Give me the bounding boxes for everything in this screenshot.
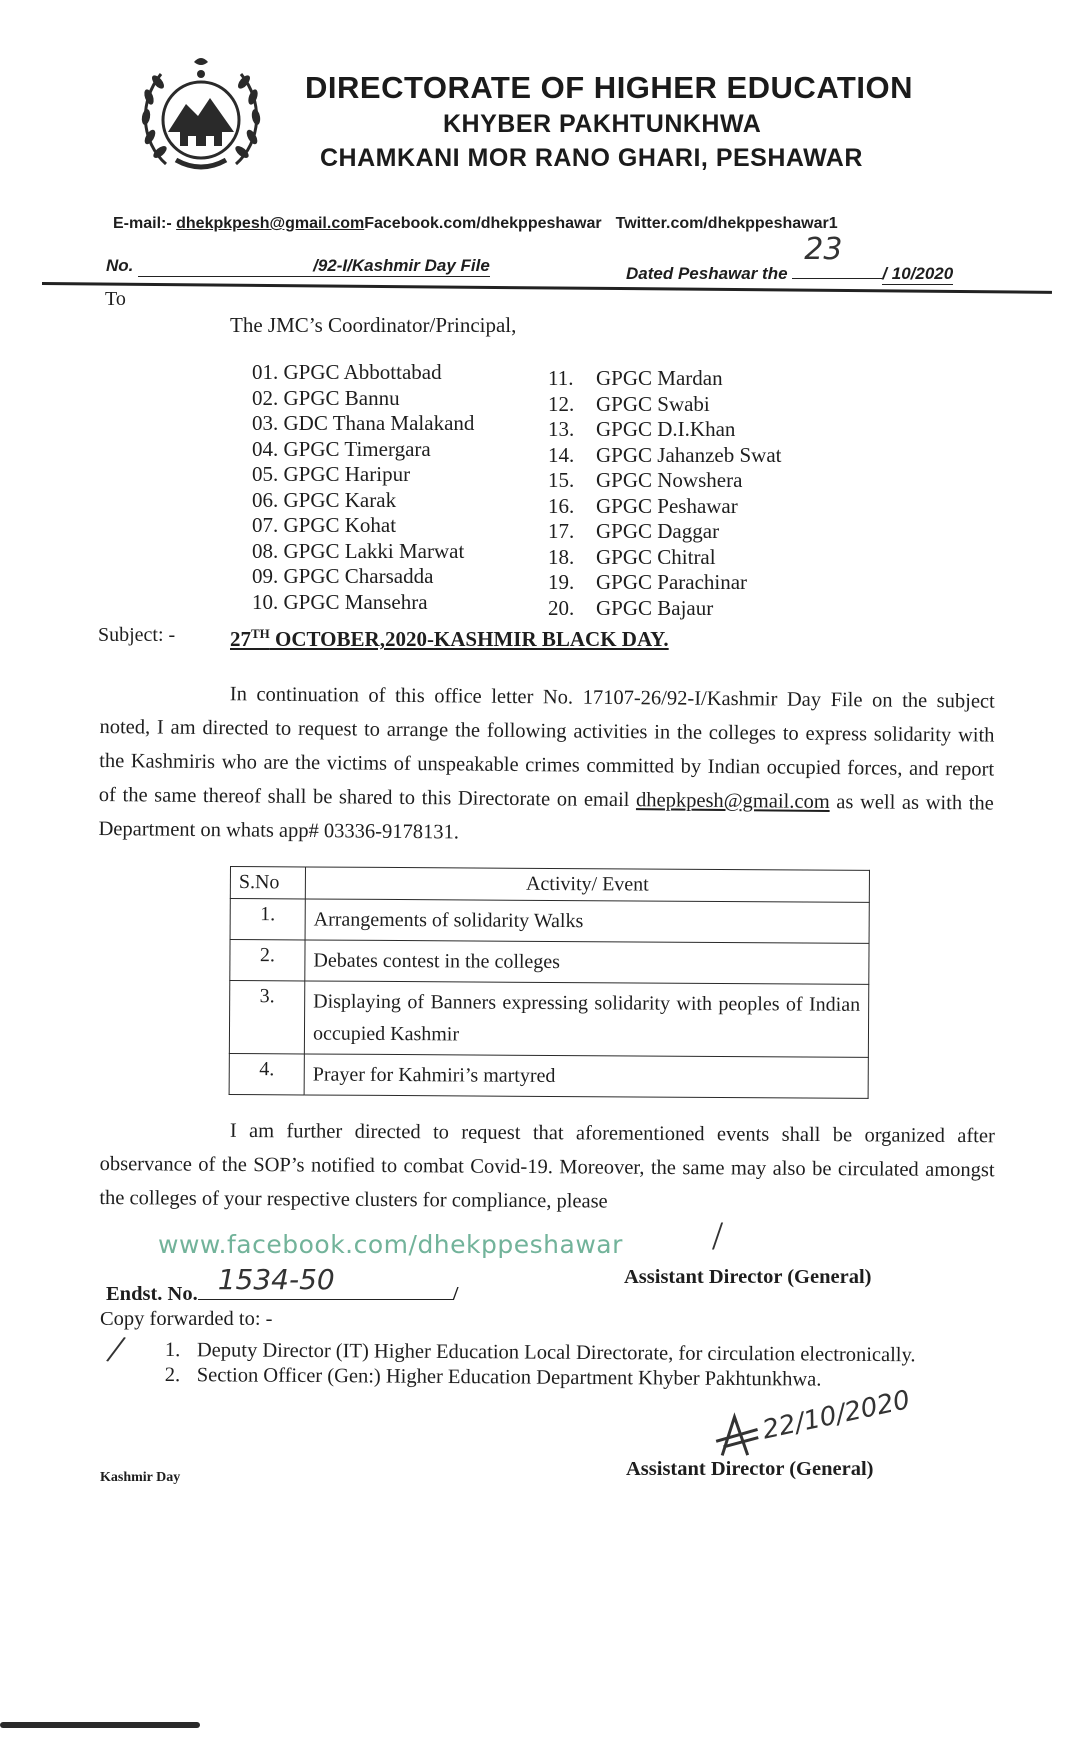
list-item: 18. GPGC Chitral — [548, 544, 716, 569]
list-item: 13. GPGC D.I.Khan — [548, 417, 736, 441]
twitter-link[interactable]: Twitter.com/dhekppeshawar1 — [615, 215, 838, 232]
list-item: 10. GPGC Mansehra — [252, 589, 428, 614]
list-item: 05. GPGC Haripur — [252, 462, 411, 486]
table-row: 4. Prayer for Kahmiri’s martyred — [229, 1053, 868, 1098]
copy-forwarded-label: Copy forwarded to: - — [100, 1308, 273, 1330]
list-item: 17. GPGC Daggar — [548, 519, 720, 543]
cc-list — [165, 1338, 916, 1393]
list-item: 08. GPGC Lakki Marwat — [252, 538, 465, 563]
footer-note: Kashmir Day — [100, 1470, 181, 1485]
table-row: 3. Displaying of Banners expressing solidarity with peoples of Indian occupied Kashmir — [229, 981, 868, 1058]
column-header-activity: Activity/ Event — [305, 867, 869, 902]
list-item: 11. GPGC Mardan — [548, 366, 723, 390]
signature-title-2: Assistant Director (General) — [626, 1458, 874, 1480]
email-label: E-mail:- — [113, 215, 177, 232]
subject-title: 27TH OCTOBER,2020-KASHMIR BLACK DAY. — [230, 626, 669, 651]
list-item: 06. GPGC Karak — [252, 487, 397, 512]
college-list-right — [548, 366, 781, 621]
table-row: 1. Arrangements of solidarity Walks — [230, 899, 869, 944]
college-list-left — [252, 360, 474, 615]
org-province: KHYBER PAKHTUNKHWA — [443, 110, 762, 138]
list-item: 14. GPGC Jahanzeb Swat — [548, 442, 782, 467]
handwritten-day: 23 — [804, 232, 843, 267]
subject-label: Subject: - — [98, 624, 176, 646]
facebook-link[interactable]: Facebook.com/dhekppeshawar — [364, 215, 602, 232]
org-title: DIRECTORATE OF HIGHER EDUCATION — [305, 70, 913, 105]
org-address: CHAMKANI MOR RANO GHARI, PESHAWAR — [320, 144, 863, 172]
no-label: No. — [106, 256, 134, 275]
list-item: 19. GPGC Parachinar — [548, 570, 748, 594]
list-item: 1. Deputy Director (IT) Higher Education Local Directorate, for circulation electronically. — [164, 1339, 916, 1367]
activities-table — [229, 866, 870, 1099]
day-blank — [792, 232, 882, 279]
body-paragraph-1: In continuation of this office letter No. 17107-26/92-I/Kashmir Day File on the subject noted, I am directed to request to arrange the following activities in the colleges to express solidarity with the Kashmiris who are the victims of unspeakable crimes committed by Indian occupied forces, and report of the same thereof shall be shared to this Directorate on email dhepkpesh@gmail.com as well as with the Department on whats app# 03336-9178131. — [98, 683, 995, 844]
month: / 10 — [882, 264, 911, 283]
table-header-row — [230, 867, 869, 903]
initial-mark-icon: / — [103, 1326, 129, 1374]
handwritten-endst: 1534-50 — [217, 1263, 335, 1296]
list-item: 03. GDC Thana Malakand — [252, 411, 475, 435]
scan-edge-mark — [0, 1722, 200, 1728]
emblem-icon — [136, 52, 266, 182]
email-link[interactable]: dhepkpesh@gmail.com — [635, 789, 830, 814]
email-link[interactable]: dhekpkpesh@gmail.com — [176, 215, 365, 232]
table-row: 2. Debates contest in the colleges — [230, 940, 869, 985]
list-item: 2. Section Officer (Gen:) Higher Education Department Khyber Pakhtunkhwa. — [164, 1363, 822, 1391]
watermark: www.facebook.com/dhekppeshawar — [158, 1230, 623, 1259]
list-item: 20. GPGC Bajaur — [548, 595, 714, 620]
list-item: 02. GPGC Bannu — [252, 385, 400, 410]
list-item: 01. GPGC Abbottabad — [252, 360, 442, 384]
no-blank — [138, 256, 313, 277]
list-item: 07. GPGC Kohat — [252, 513, 397, 537]
year: /2020 — [910, 264, 954, 283]
reference-number — [106, 256, 490, 277]
handwritten-signature: 22/10/2020 — [709, 1376, 915, 1466]
list-item: 09. GPGC Charsadda — [252, 564, 434, 588]
file-ref: /92-I/Kashmir Day File — [313, 256, 490, 275]
initial-mark-icon: / — [712, 1213, 724, 1258]
list-item: 16. GPGC Peshawar — [548, 493, 738, 518]
list-item: 15. GPGC Nowshera — [548, 468, 743, 492]
dated-label: Dated Peshawar the — [626, 264, 788, 283]
contact-line — [113, 215, 838, 233]
dated-line — [626, 232, 954, 285]
signature-title-1: Assistant Director (General) — [624, 1266, 872, 1288]
to-label: To — [105, 288, 126, 310]
endorsement-number: Endst. No. 1534-50 / — [106, 1263, 459, 1305]
addressee: The JMC’s Coordinator/Principal, — [230, 313, 517, 337]
body-paragraph-2: I am further directed to request that aforementioned events shall be organized after observance of the SOP’s notified to combat Covid-19. Moreover, the same may also be circulated amongst the colleges of your respective clusters for compliance, please — [99, 1119, 995, 1213]
list-item: 04. GPGC Timergara — [252, 436, 431, 461]
list-item: 12. GPGC Swabi — [548, 391, 710, 416]
column-header-sno: S.No — [230, 867, 305, 899]
